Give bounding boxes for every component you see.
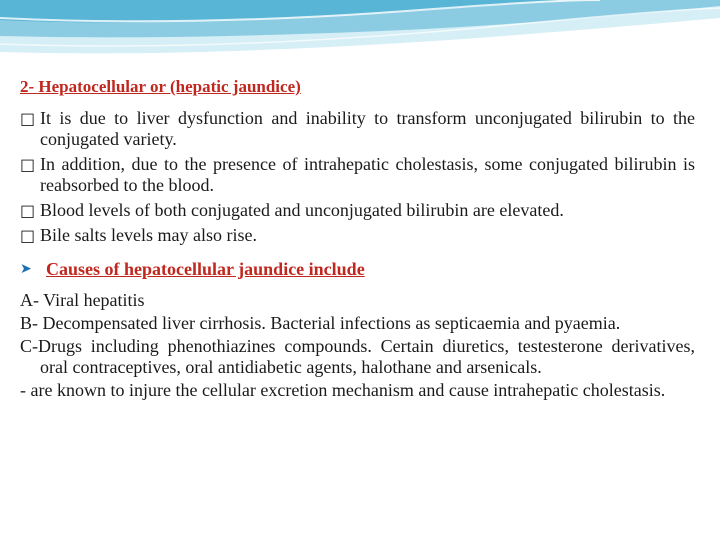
cause-item: - are known to injure the cellular excretion mechanism and cause intrahepatic cholestasis.: [20, 380, 666, 400]
slide-heading: 2- Hepatocellular or (hepatic jaundice): [20, 77, 301, 96]
cause-item: C-Drugs including phenothiazines compounds. Certain diuretics, testesterone derivatives, oral contraceptives, oral antidiabetic agents, halothane and arsenicals.: [20, 336, 695, 377]
arrow-bullet-icon: ➤: [20, 261, 32, 277]
bullet-text: Blood levels of both conjugated and unconjugated bilirubin are elevated.: [40, 200, 564, 220]
bullet-text: In addition, due to the presence of intrahepatic cholestasis, some conjugated bilirubin is reabsorbed to the blood.: [40, 154, 695, 195]
missing-glyph-box-icon: □: [20, 109, 36, 128]
decorative-wave-banner: [0, 0, 720, 72]
missing-glyph-box-icon: □: [20, 226, 36, 245]
bullet-text: It is due to liver dysfunction and inability to transform unconjugated bilirubin to the conjugated variety.: [40, 108, 695, 149]
slide-content: [20, 76, 695, 403]
missing-glyph-box-icon: □: [20, 201, 36, 220]
bullet-item: [20, 225, 695, 246]
bullet-item: [20, 108, 695, 150]
cause-item: B- Decompensated liver cirrhosis. Bacterial infections as septicaemia and pyaemia.: [20, 313, 621, 333]
missing-glyph-box-icon: □: [20, 155, 36, 174]
causes-heading-text: Causes of hepatocellular jaundice include: [46, 259, 365, 279]
bullet-text: Bile salts levels may also rise.: [40, 225, 257, 245]
bullet-item: [20, 154, 695, 196]
causes-list: [20, 290, 695, 401]
bullet-item: [20, 200, 695, 221]
causes-heading: [20, 258, 695, 280]
bullet-list: [20, 108, 695, 246]
cause-item: A- Viral hepatitis: [20, 290, 145, 310]
